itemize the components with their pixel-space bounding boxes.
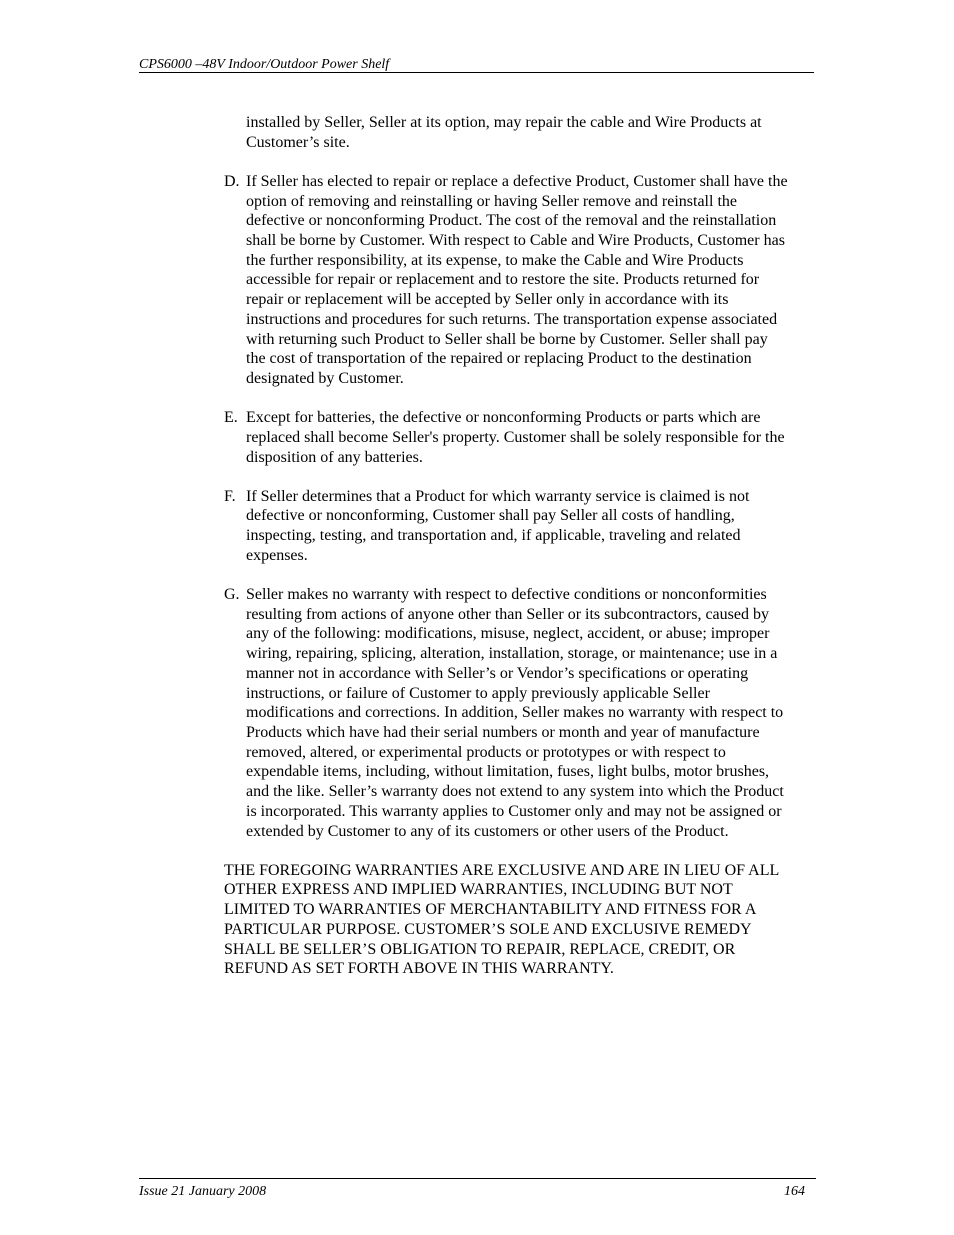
footer-issue-date: Issue 21 January 2008	[139, 1184, 267, 1199]
page-body	[224, 113, 790, 979]
list-item-g	[224, 585, 790, 841]
paragraph-gap	[224, 566, 790, 586]
warranty-disclaimer: THE FOREGOING WARRANTIES ARE EXCLUSIVE AND ARE IN LIEU OF ALL OTHER EXPRESS AND IMPLIED WARRANTIES, INCLUDING BUT NOT LIMITED TO WARRANTIES OF MERCHANTABILITY AND FITNESS FOR A PARTICULAR PURPOSE. CUSTOMER’S SOLE AND EXCLUSIVE REMEDY SHALL BE SELLER’S OBLIGATION TO REPAIR, REPLACE, CREDIT, OR REFUND AS SET FORTH ABOVE IN THIS WARRANTY.	[224, 861, 779, 978]
paragraph-gap	[224, 467, 790, 487]
list-item-letter: D.	[224, 172, 240, 190]
list-item-letter: F.	[224, 487, 236, 505]
paragraph-gap	[224, 152, 790, 172]
page-number: 164	[784, 1184, 805, 1199]
list-item-text: Except for batteries, the defective or nonconforming Products or parts which are replaced shall become Seller's property. Customer shall be solely responsible for the disposition of any batteries.	[246, 409, 785, 466]
list-item-text: If Seller determines that a Product for which warranty service is claimed is not defective or nonconforming, Customer shall pay Seller all costs of handling, inspecting, testing, and transportation and, if applicable, traveling and related expenses.	[246, 487, 750, 564]
list-item-f	[224, 487, 790, 566]
list-item-text: Seller makes no warranty with respect to defective conditions or nonconformities resulting from actions of anyone other than Seller or its subcontractors, caused by any of the following: modifications, misuse, neglect, accident, or abuse; improper wiring, repairing, splicing, alteration, installation, storage, or maintenance; use in a manner not in accordance with Seller’s or Vendor’s specifications or operating instructions, or failure of Customer to apply previously applicable Seller modifications and corrections. In addition, Seller makes no warranty with respect to Products which have had their serial numbers or month and year of manufacture removed, altered, or experimental products or prototypes or with respect to expendable items, including, without limitation, fuses, light bulbs, motor brushes, and the like. Seller’s warranty does not extend to any system into which the Product is incorporated. This warranty applies to Customer only and may not be assigned or extended by Customer to any of its customers or other users of the Product.	[246, 586, 784, 840]
list-item-letter: G.	[224, 586, 240, 604]
running-header: CPS6000 –48V Indoor/Outdoor Power Shelf	[139, 57, 390, 72]
list-item-text: If Seller has elected to repair or replace a defective Product, Customer shall have the option of removing and reinstalling or having Seller remove and reinstall the defective or nonconforming Product. The cost of the removal and the reinstallation shall be borne by Customer. With respect to Cable and Wire Products, Customer has the further responsibility, at its expense, to make the Cable and Wire Products accessible for repair or replacement and to restore the site. Products returned for repair or replacement will be accepted by Seller only in accordance with its instructions and procedures for such returns. The transportation expense associated with returning such Product to Seller shall be borne by Customer. Seller shall pay the cost of transportation of the repaired or replacing Product to the destination designated by Customer.	[246, 172, 788, 387]
paragraph-gap	[224, 841, 790, 861]
list-item-e	[224, 408, 790, 467]
list-item-d	[224, 172, 790, 389]
list-item-letter: E.	[224, 409, 238, 427]
footer-rule	[139, 1178, 816, 1179]
header-rule	[139, 72, 814, 73]
paragraph-gap	[224, 389, 790, 409]
continued-paragraph: installed by Seller, Seller at its option, may repair the cable and Wire Products at Customer’s site.	[246, 114, 762, 151]
